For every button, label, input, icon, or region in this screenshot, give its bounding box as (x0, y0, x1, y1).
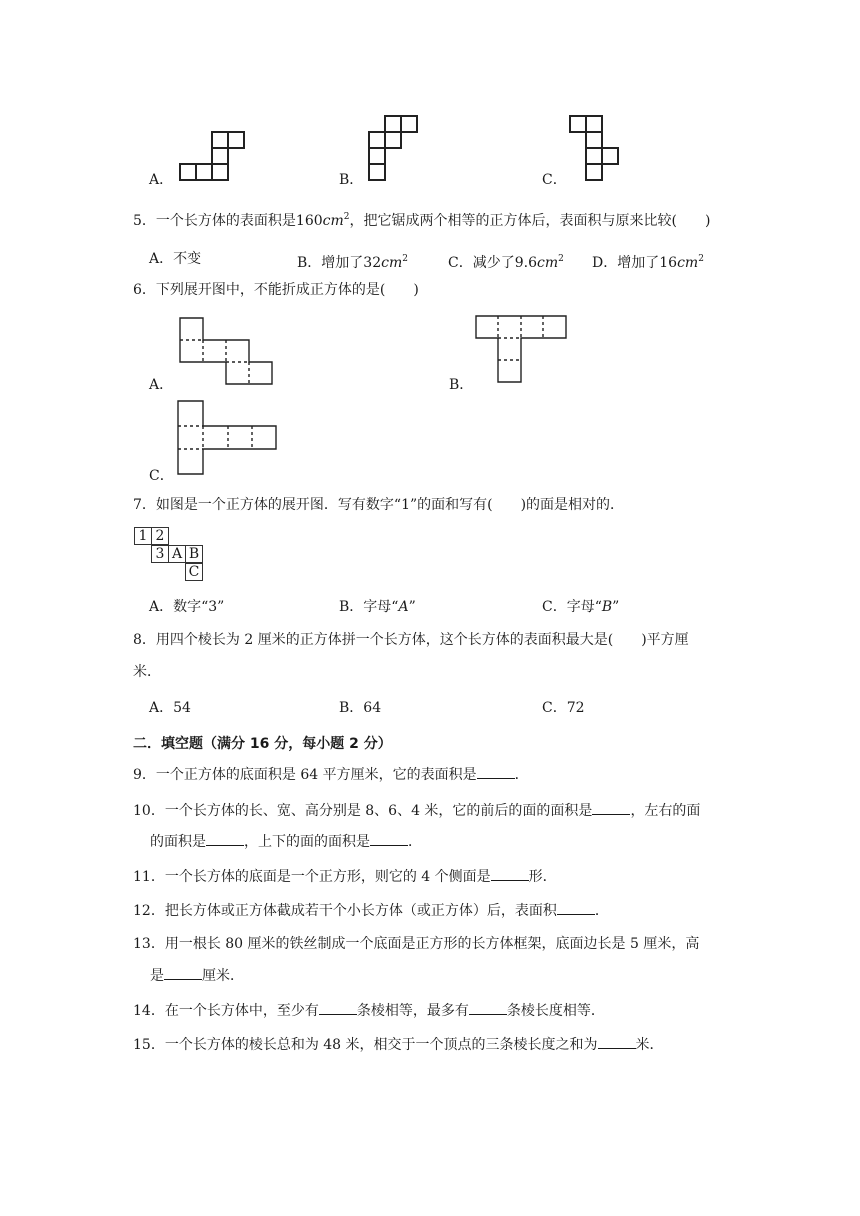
q5-option-c-val: 9.6 (514, 255, 537, 271)
q4-option-a[interactable]: A． (149, 172, 174, 188)
section-2-heading: 二．填空题（满分 16 分，每小题 2 分） (133, 736, 392, 752)
q14-text-c: 条棱长度相等． (506, 1003, 605, 1019)
q7-option-c-quote: ” (612, 599, 620, 615)
q5-option-b-sup: 2 (402, 254, 408, 264)
q5-option-c-sup: 2 (558, 254, 564, 264)
q13-text-b: 是 (150, 968, 164, 984)
q7-option-b-quote: ” (408, 599, 416, 615)
q10-text-b: ，左右的面 (630, 803, 701, 819)
q4-option-b[interactable]: B． (339, 172, 364, 188)
q5-option-b-unit: cm (381, 255, 403, 271)
q7-option-c-label: C．字母“ (542, 599, 602, 615)
q7-cell-c: C (185, 563, 203, 581)
q7-stem (133, 495, 624, 515)
q5-prefix: 5．一个长方体的表面积是 (133, 213, 296, 229)
q6-option-c[interactable]: C． (149, 468, 174, 484)
q14-blank-1[interactable] (319, 1001, 357, 1015)
q12 (133, 901, 609, 921)
q5-option-d-label: D．增加了 (592, 255, 660, 271)
q7-close: )的面是相对的． (520, 497, 625, 513)
q11-text: 11．一个长方体的底面是一个正方形，则它的 4 个侧面是 (133, 869, 491, 885)
q5-unit: cm (322, 213, 344, 229)
q13-text-c: 厘米． (202, 968, 244, 984)
q5-option-d-unit: cm (677, 255, 699, 271)
q5-option-b-label: B．增加了 (297, 255, 364, 271)
q7-cell-2: 2 (151, 527, 169, 545)
q8-line1: 8．用四个棱长为 2 厘米的正方体拼一个长方体，这个长方体的表面积最大是( (133, 632, 614, 648)
q11 (133, 867, 557, 887)
q9-blank[interactable] (477, 765, 515, 779)
q14 (133, 1001, 605, 1021)
q9-text: 9．一个正方体的底面积是 64 平方厘米，它的表面积是 (133, 767, 477, 783)
q8-close: )平方厘 (641, 632, 689, 648)
q7-cell-a: A (168, 545, 186, 563)
q7-option-a[interactable]: A．数字“3” (149, 599, 225, 615)
q8-option-b[interactable]: B．64 (339, 700, 382, 716)
q5-option-d[interactable] (592, 249, 704, 273)
q6-stem (133, 280, 419, 300)
q5-option-d-val: 16 (659, 255, 678, 271)
q5-option-b[interactable] (297, 249, 408, 273)
q15-text: 15．一个长方体的棱长总和为 48 米，相交于一个顶点的三条棱长度之和为 (133, 1037, 598, 1053)
q5-value: 160 (295, 213, 323, 229)
q5-sup: 2 (343, 212, 350, 222)
q13-blank[interactable] (164, 966, 202, 980)
q12-text: 12．把长方体或正方体截成若干个小长方体（或正方体）后，表面积 (133, 903, 557, 919)
q7-option-b-letter: A (398, 599, 409, 615)
q5-option-c-unit: cm (536, 255, 559, 271)
q7-text: 7．如图是一个正方体的展开图．写有数字“1”的面和写有( (133, 497, 493, 513)
q10-blank-2[interactable] (206, 832, 244, 846)
q10-line1 (133, 801, 700, 821)
q10-blank-3[interactable] (370, 832, 408, 846)
q11-blank[interactable] (491, 867, 529, 881)
q6-option-b[interactable]: B． (449, 377, 474, 393)
q12-end: ． (594, 903, 609, 919)
q9 (133, 765, 529, 785)
q9-end: ． (514, 767, 529, 783)
q5-option-a-label: A．不变 (149, 251, 202, 267)
q12-blank[interactable] (557, 901, 595, 915)
q7-option-c-letter: B (601, 599, 613, 615)
q6-option-a[interactable]: A． (149, 377, 174, 393)
q5-stem (133, 207, 710, 231)
q7-cell-3: 3 (151, 545, 169, 563)
q15-blank[interactable] (598, 1035, 636, 1049)
q5-option-a[interactable] (149, 249, 201, 269)
q5-option-c[interactable] (448, 249, 564, 273)
q6-text: 6．下列展开图中，不能折成正方体的是( (133, 282, 386, 298)
q10-blank-1[interactable] (592, 801, 630, 815)
q5-option-d-sup: 2 (698, 254, 704, 264)
q5-suffix: ，把它锯成两个相等的正方体后，表面积与原来比较( (349, 213, 677, 229)
q8-stem (133, 630, 689, 650)
q14-blank-2[interactable] (469, 1001, 507, 1015)
q5-close: ) (704, 213, 711, 229)
q7-option-b-label: B．字母“ (339, 599, 399, 615)
q10-text-e: ． (408, 834, 422, 850)
q7-net-figure (134, 527, 214, 587)
q7-option-c[interactable] (542, 597, 619, 617)
q13-line1: 13．用一根长 80 厘米的铁丝制成一个底面是正方形的长方体框架，底面边长是 5 厘米，高 (133, 936, 700, 952)
q10-text-c: 的面积是 (150, 834, 206, 850)
q5-option-c-label: C．减少了 (448, 255, 515, 271)
q10-text-d: ，上下的面的面积是 (244, 834, 370, 850)
q4-option-c[interactable]: C． (542, 172, 567, 188)
q10-text-a: 10．一个长方体的长、宽、高分别是 8、6、4 米，它的前后的面的面积是 (133, 803, 593, 819)
q7-cell-1: 1 (134, 527, 152, 545)
q7-cell-b: B (185, 545, 203, 563)
q6-close: ) (413, 282, 419, 298)
q8-option-c[interactable]: C．72 (542, 700, 585, 716)
q14-text-b: 条棱相等，最多有 (356, 1003, 469, 1019)
q13-line2 (150, 966, 244, 986)
q14-text-a: 14．在一个长方体中，至少有 (133, 1003, 319, 1019)
q10-line2 (150, 832, 422, 852)
q8-line2: 米． (133, 664, 161, 680)
q7-option-b[interactable] (339, 597, 416, 617)
q15-end: 米． (635, 1037, 664, 1053)
q8-option-a[interactable]: A．54 (149, 700, 191, 716)
q15 (133, 1035, 664, 1055)
q5-option-b-val: 32 (363, 255, 382, 271)
q11-end: 形． (528, 869, 557, 885)
